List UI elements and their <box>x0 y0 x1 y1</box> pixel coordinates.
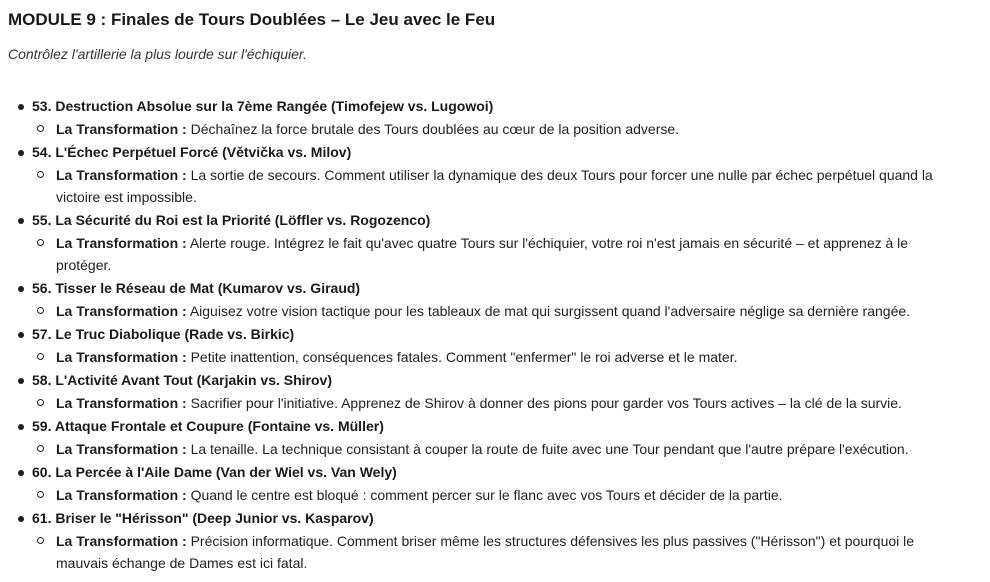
lesson-item <box>0 278 990 323</box>
lesson-list <box>0 96 990 575</box>
lesson-details <box>32 299 990 323</box>
bullet-icon <box>18 150 24 156</box>
transformation-label: La Transformation : <box>56 167 187 183</box>
transformation-label: La Transformation : <box>56 441 187 457</box>
circle-bullet-icon <box>37 353 44 360</box>
transformation-text: Alerte rouge. Intégrez le fait qu'avec quatre Tours sur l'échiquier, votre roi n'est jamais en sécurité – et apprenez à le protéger. <box>56 235 909 273</box>
circle-bullet-icon <box>37 171 44 178</box>
transformation-text: Quand le centre est bloqué : comment percer sur le flanc avec vos Tours et décider de la partie. <box>190 487 783 503</box>
transformation-label: La Transformation : <box>56 395 187 411</box>
transformation-label: La Transformation : <box>56 235 187 251</box>
bullet-icon <box>18 516 24 522</box>
transformation-item <box>32 483 952 507</box>
transformation-label: La Transformation : <box>56 487 187 503</box>
lesson-title: 54. L'Échec Perpétuel Forcé (Větvička vs. Milov) <box>32 144 352 160</box>
lesson-title: 59. Attaque Frontale et Coupure (Fontaine vs. Müller) <box>32 418 384 434</box>
transformation-text: La tenaille. La technique consistant à couper la route de fuite avec une Tour pendant que l'autre prépare l'exécution. <box>190 441 909 457</box>
lesson-title: 53. Destruction Absolue sur la 7ème Rangée (Timofejew vs. Lugowoi) <box>32 98 494 114</box>
module-subtitle: Contrôlez l'artillerie la plus lourde sur l'échiquier. <box>8 46 307 62</box>
lesson-item <box>0 462 990 507</box>
transformation-text: Sacrifier pour l'initiative. Apprenez de Shirov à donner des pions pour garder vos Tours actives – la clé de la survie. <box>190 395 902 411</box>
bullet-icon <box>18 332 24 338</box>
transformation-text: La sortie de secours. Comment utiliser la dynamique des deux Tours pour forcer une nulle par échec perpétuel quand la victoire est impossible. <box>56 167 933 205</box>
lesson-title: 56. Tisser le Réseau de Mat (Kumarov vs. Giraud) <box>32 280 361 296</box>
lesson-details <box>32 391 990 415</box>
lesson-item <box>0 508 990 575</box>
circle-bullet-icon <box>37 445 44 452</box>
lesson-details <box>32 231 990 277</box>
transformation-item <box>32 163 952 209</box>
lesson-title: 60. La Percée à l'Aile Dame (Van der Wiel vs. Van Wely) <box>32 464 397 480</box>
transformation-label: La Transformation : <box>56 533 187 549</box>
lesson-item <box>0 96 990 141</box>
circle-bullet-icon <box>37 537 44 544</box>
transformation-item <box>32 529 952 575</box>
lesson-item <box>0 370 990 415</box>
transformation-label: La Transformation : <box>56 121 187 137</box>
lesson-title: 58. L'Activité Avant Tout (Karjakin vs. Shirov) <box>32 372 332 388</box>
bullet-icon <box>18 286 24 292</box>
circle-bullet-icon <box>37 399 44 406</box>
lesson-title: 57. Le Truc Diabolique (Rade vs. Birkic) <box>32 326 295 342</box>
lesson-details <box>32 345 990 369</box>
transformation-item <box>32 299 952 323</box>
transformation-item <box>32 231 952 277</box>
circle-bullet-icon <box>37 125 44 132</box>
lesson-details <box>32 163 990 209</box>
transformation-text: Aiguisez votre vision tactique pour les tableaux de mat qui surgissent quand l'adversaire néglige sa dernière rangée. <box>189 303 911 319</box>
lesson-item <box>0 416 990 461</box>
bullet-icon <box>18 424 24 430</box>
transformation-text: Petite inattention, conséquences fatales. Comment "enfermer" le roi adverse et le mater. <box>190 349 738 365</box>
transformation-item <box>32 391 952 415</box>
transformation-item <box>32 345 952 369</box>
module-title: MODULE 9 : Finales de Tours Doublées – Le Jeu avec le Feu <box>8 10 496 29</box>
circle-bullet-icon <box>37 307 44 314</box>
lesson-item <box>0 210 990 277</box>
transformation-text: Déchaînez la force brutale des Tours doublées au cœur de la position adverse. <box>190 121 680 137</box>
transformation-label: La Transformation : <box>56 349 187 365</box>
lesson-title: 55. La Sécurité du Roi est la Priorité (Löffler vs. Rogozenco) <box>32 212 431 228</box>
circle-bullet-icon <box>37 239 44 246</box>
lesson-item <box>0 142 990 209</box>
lesson-details <box>32 529 990 575</box>
bullet-icon <box>18 104 24 110</box>
transformation-item <box>32 117 952 141</box>
circle-bullet-icon <box>37 491 44 498</box>
lesson-details <box>32 117 990 141</box>
bullet-icon <box>18 378 24 384</box>
transformation-text: Précision informatique. Comment briser même les structures défensives les plus passives ("Hérisson") et pourquoi le mauvais échange de Dames est ici fatal. <box>56 533 915 571</box>
lesson-details <box>32 437 990 461</box>
bullet-icon <box>18 470 24 476</box>
lesson-details <box>32 483 990 507</box>
bullet-icon <box>18 218 24 224</box>
lesson-item <box>0 324 990 369</box>
transformation-item <box>32 437 952 461</box>
lesson-title: 61. Briser le "Hérisson" (Deep Junior vs. Kasparov) <box>32 510 374 526</box>
transformation-label: La Transformation : <box>56 303 187 319</box>
